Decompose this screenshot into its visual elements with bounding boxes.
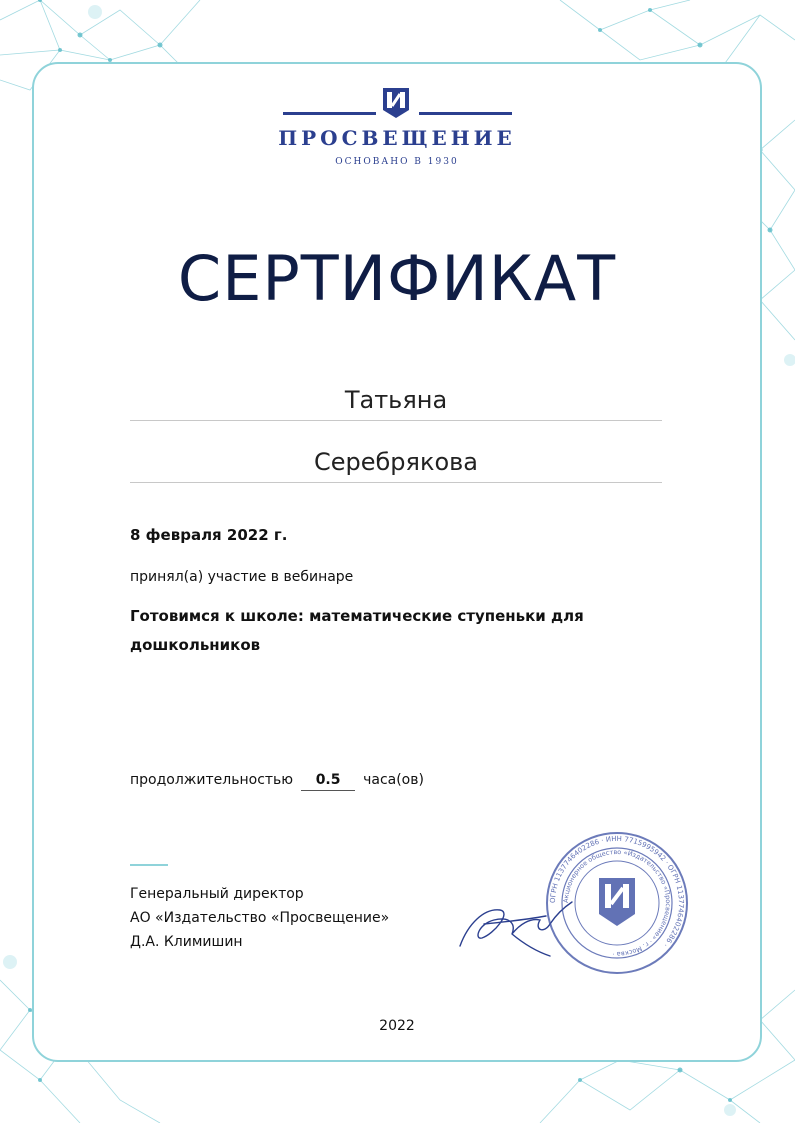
certificate-year: 2022 bbox=[379, 1018, 415, 1034]
certificate-title: СЕРТИФИКАТ bbox=[177, 242, 617, 315]
event-date: 8 февраля 2022 г. bbox=[130, 526, 288, 544]
signatory-position: Генеральный директор bbox=[130, 886, 304, 902]
publisher-logo bbox=[34, 86, 760, 176]
certificate-frame bbox=[32, 62, 762, 1062]
seal-outer-text: ОГРН 1137746402286 · ИНН 7715995942 · ОГРН 1137746402286 · bbox=[548, 834, 686, 949]
duration-prefix: продолжительностью bbox=[130, 772, 294, 788]
duration-suffix: часа(ов) bbox=[363, 772, 424, 788]
signatory-company: АО «Издательство «Просвещение» bbox=[130, 910, 390, 926]
webinar-title: Готовимся к школе: математические ступеньки для дошкольников bbox=[130, 607, 584, 654]
publisher-seal bbox=[544, 830, 690, 976]
prosveshchenie-emblem-icon bbox=[381, 86, 411, 120]
signatory-divider bbox=[130, 864, 168, 866]
participation-text: принял(а) участие в вебинаре bbox=[130, 569, 354, 585]
duration-line bbox=[130, 772, 424, 791]
publisher-founded: ОСНОВАНО В 1930 bbox=[335, 157, 459, 167]
seal-inner-text: Акционерное общество «Издательство «Просвещение» · г. Москва · bbox=[561, 847, 673, 959]
logo-line-right bbox=[419, 112, 512, 115]
signatory-name: Д.А. Климишин bbox=[130, 934, 243, 950]
seal-emblem-icon bbox=[599, 878, 635, 926]
recipient-last-name: Серебрякова bbox=[130, 448, 662, 483]
logo-line-left bbox=[283, 112, 376, 115]
publisher-name: ПРОСВЕЩЕНИЕ bbox=[278, 126, 516, 150]
signatory-block bbox=[130, 882, 389, 954]
recipient-first-name: Татьяна bbox=[130, 386, 662, 421]
duration-value: 0.5 bbox=[301, 772, 355, 791]
